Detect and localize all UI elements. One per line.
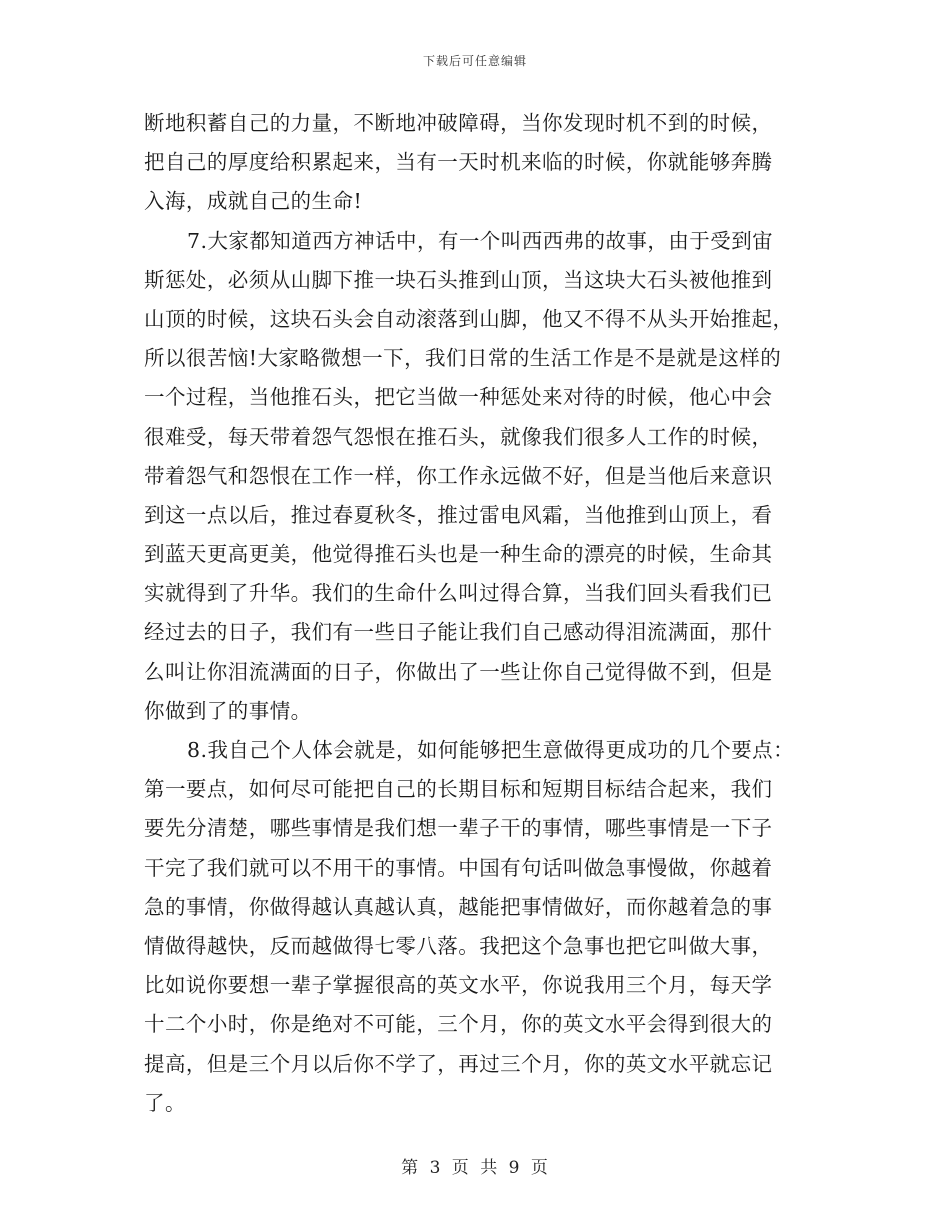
text-line: 要先分清楚，哪些事情是我们想一辈子干的事情，哪些事情是一下子 [144,816,773,841]
text-line: 第一要点，如何尽可能把自己的长期目标和短期目标结合起来，我们 [144,777,773,802]
text-line: 山顶的时候，这块石头会自动滚落到山脚，他又不得不从头开始推起， [144,306,794,331]
text-line: 你做到了的事情。 [144,698,312,723]
text-line: 急的事情，你做得越认真越认真，越能把事情做好，而你越着急的事 [144,894,773,919]
text-line: 十二个小时，你是绝对不可能，三个月，你的英文水平会得到很大的 [144,1012,773,1037]
text-line: 带着怨气和怨恨在工作一样，你工作永远做不好，但是当他后来意识 [144,463,773,488]
text-line: 实就得到了升华。我们的生命什么叫过得合算，当我们回头看我们已 [144,581,773,606]
text-line: 7.大家都知道西方神话中，有一个叫西西弗的故事，由于受到宙 [187,228,774,253]
document-body [144,104,808,1123]
text-line: 所以很苦恼!大家略微想一下，我们日常的生活工作是不是就是这样的 [144,346,782,371]
text-line: 斯惩处，必须从山脚下推一块石头推到山顶，当这块大石头被他推到 [144,267,773,292]
text-line: 么叫让你泪流满面的日子，你做出了一些让你自己觉得做不到，但是 [144,659,773,684]
text-line: 了。 [144,1090,186,1115]
text-line: 干完了我们就可以不用干的事情。中国有句话叫做急事慢做，你越着 [144,855,773,880]
text-line: 到这一点以后，推过春夏秋冬，推过雷电风霜，当他推到山顶上，看 [144,502,773,527]
paragraph [144,731,808,1123]
text-line: 经过去的日子，我们有一些日子能让我们自己感动得泪流满面，那什 [144,620,773,645]
paragraph [144,222,808,731]
text-line: 断地积蓄自己的力量，不断地冲破障碍，当你发现时机不到的时候， [144,111,773,135]
text-line: 到蓝天更高更美，他觉得推石头也是一种生命的漂亮的时候，生命其 [144,542,773,567]
text-line: 情做得越快，反而越做得七零八落。我把这个急事也把它叫做大事， [144,933,773,958]
text-line: 把自己的厚度给积累起来，当有一天时机来临的时候，你就能够奔腾 [144,150,773,175]
text-line: 很难受，每天带着怨气怨恨在推石头，就像我们很多人工作的时候， [144,424,773,449]
text-line: 提高，但是三个月以后你不学了，再过三个月，你的英文水平就忘记 [144,1051,773,1076]
paragraph [144,104,808,222]
page-number-footer: 第 3 页 共 9 页 [401,1158,549,1178]
text-line: 一个过程，当他推石头，把它当做一种惩处来对待的时候，他心中会 [144,385,773,410]
text-line: 入海，成就自己的生命! [144,189,363,214]
page-header: 下载后可任意编辑 [422,54,527,68]
text-line: 比如说你要想一辈子掌握很高的英文水平，你说我用三个月，每天学 [144,973,773,998]
text-line: 8.我自己个人体会就是，如何能够把生意做得更成功的几个要点： [187,738,795,762]
